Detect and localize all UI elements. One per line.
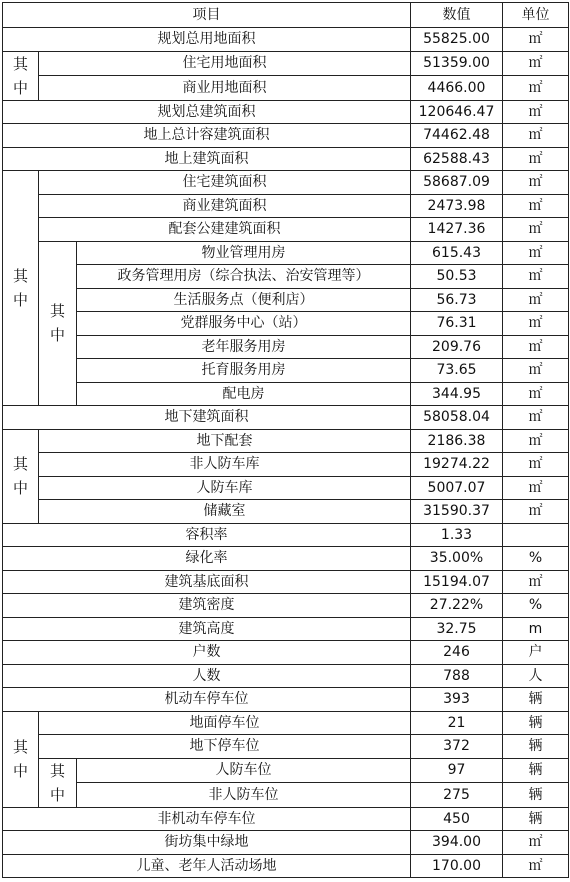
- item-cell[interactable]: 建筑密度: [3, 594, 411, 618]
- qizhong-char: 其: [49, 761, 65, 780]
- qizhong-merged-cell[interactable]: [39, 241, 77, 406]
- value-cell[interactable]: 1427.36: [411, 218, 503, 242]
- table-row: [3, 758, 569, 783]
- value-cell[interactable]: 73.65: [411, 359, 503, 383]
- value-cell[interactable]: 32.75: [411, 617, 503, 641]
- item-cell[interactable]: 人防车位: [77, 758, 411, 783]
- table-row: [3, 312, 569, 336]
- table-row: [3, 594, 569, 618]
- table-row: [3, 523, 569, 547]
- table-row: [3, 28, 569, 52]
- item-cell[interactable]: 生活服务点（便利店）: [77, 288, 411, 312]
- unit-cell[interactable]: ㎡: [503, 335, 569, 359]
- item-cell[interactable]: 非机动车停车位: [3, 807, 411, 831]
- unit-cell[interactable]: ㎡: [503, 241, 569, 265]
- item-cell[interactable]: 地下配套: [39, 429, 411, 453]
- value-cell[interactable]: 97: [411, 758, 503, 783]
- unit-cell[interactable]: ㎡: [503, 831, 569, 855]
- unit-cell[interactable]: 户: [503, 641, 569, 665]
- item-cell[interactable]: 儿童、老年人活动场地: [3, 854, 411, 878]
- item-cell[interactable]: 政务管理用房（综合执法、治安管理等）: [77, 265, 411, 289]
- table-row: [3, 429, 569, 453]
- unit-cell[interactable]: ㎡: [503, 76, 569, 101]
- unit-cell[interactable]: ㎡: [503, 854, 569, 878]
- value-cell[interactable]: 246: [411, 641, 503, 665]
- unit-cell[interactable]: ㎡: [503, 265, 569, 289]
- value-cell[interactable]: 19274.22: [411, 453, 503, 477]
- qizhong-merged-cell[interactable]: [3, 711, 39, 807]
- table-row: [3, 476, 569, 500]
- value-cell[interactable]: 21: [411, 711, 503, 735]
- value-cell[interactable]: 27.22%: [411, 594, 503, 618]
- table-row: [3, 664, 569, 688]
- qizhong-merged-cell[interactable]: [3, 429, 39, 523]
- unit-cell[interactable]: ㎡: [503, 570, 569, 594]
- qizhong-char: 中: [49, 326, 65, 345]
- value-cell[interactable]: 170.00: [411, 854, 503, 878]
- value-cell[interactable]: 50.53: [411, 265, 503, 289]
- value-cell[interactable]: 1.33: [411, 523, 503, 547]
- value-cell[interactable]: 5007.07: [411, 476, 503, 500]
- table-row: [3, 218, 569, 242]
- table-row: [3, 51, 569, 76]
- unit-cell[interactable]: ㎡: [503, 476, 569, 500]
- item-cell[interactable]: 住宅建筑面积: [39, 171, 411, 195]
- value-cell[interactable]: 372: [411, 735, 503, 759]
- unit-cell[interactable]: ㎡: [503, 124, 569, 148]
- unit-cell[interactable]: [503, 523, 569, 547]
- unit-cell[interactable]: ㎡: [503, 429, 569, 453]
- table-row: [3, 406, 569, 430]
- item-cell[interactable]: 地下停车位: [39, 735, 411, 759]
- value-cell[interactable]: 31590.37: [411, 500, 503, 524]
- item-cell[interactable]: 物业管理用房: [77, 241, 411, 265]
- unit-cell[interactable]: ㎡: [503, 359, 569, 383]
- item-cell[interactable]: 商业建筑面积: [39, 194, 411, 218]
- item-cell[interactable]: 地上总计容建筑面积: [3, 124, 411, 148]
- item-cell[interactable]: 配套公建建筑面积: [39, 218, 411, 242]
- item-cell[interactable]: 街坊集中绿地: [3, 831, 411, 855]
- item-cell[interactable]: 规划总用地面积: [3, 28, 411, 52]
- value-cell[interactable]: 275: [411, 783, 503, 808]
- value-cell[interactable]: 55825.00: [411, 28, 503, 52]
- table-row: [3, 265, 569, 289]
- unit-cell[interactable]: %: [503, 547, 569, 571]
- item-cell[interactable]: 地上建筑面积: [3, 147, 411, 171]
- item-cell[interactable]: 机动车停车位: [3, 688, 411, 712]
- value-cell[interactable]: 74462.48: [411, 124, 503, 148]
- value-cell[interactable]: 615.43: [411, 241, 503, 265]
- item-cell[interactable]: 地面停车位: [39, 711, 411, 735]
- qizhong-char: 其: [49, 302, 65, 321]
- item-cell[interactable]: 人防车库: [39, 476, 411, 500]
- unit-cell[interactable]: ㎡: [503, 453, 569, 477]
- item-cell[interactable]: 建筑高度: [3, 617, 411, 641]
- table-row: [3, 382, 569, 406]
- item-cell[interactable]: 住宅用地面积: [39, 51, 411, 76]
- unit-cell[interactable]: 辆: [503, 735, 569, 759]
- qizhong-char: 其: [12, 54, 28, 73]
- qizhong-char: 其: [12, 455, 28, 473]
- value-cell[interactable]: 209.76: [411, 335, 503, 359]
- item-cell[interactable]: 容积率: [3, 523, 411, 547]
- table-row: [3, 783, 569, 808]
- table-row: [3, 735, 569, 759]
- item-cell[interactable]: 规划总建筑面积: [3, 100, 411, 124]
- item-cell[interactable]: 党群服务中心（站）: [77, 312, 411, 336]
- table-row: [3, 147, 569, 171]
- unit-cell[interactable]: m: [503, 617, 569, 641]
- unit-cell[interactable]: ㎡: [503, 194, 569, 218]
- table-row: [3, 854, 569, 878]
- item-cell[interactable]: 建筑基底面积: [3, 570, 411, 594]
- header-item-cell[interactable]: 项目: [3, 3, 411, 28]
- unit-cell[interactable]: 辆: [503, 758, 569, 783]
- qizhong-merged-cell[interactable]: [3, 51, 39, 100]
- item-cell[interactable]: 地下建筑面积: [3, 406, 411, 430]
- value-cell[interactable]: 344.95: [411, 382, 503, 406]
- item-cell[interactable]: 非人防车库: [39, 453, 411, 477]
- table-row: [3, 335, 569, 359]
- table-row: [3, 100, 569, 124]
- header-unit-cell[interactable]: 单位: [503, 3, 569, 28]
- header-row: [3, 3, 569, 28]
- indicator-table: [2, 2, 569, 878]
- unit-cell[interactable]: 辆: [503, 807, 569, 831]
- item-cell[interactable]: 老年服务用房: [77, 335, 411, 359]
- qizhong-merged-cell[interactable]: [3, 171, 39, 406]
- table-row: [3, 617, 569, 641]
- unit-cell[interactable]: 辆: [503, 688, 569, 712]
- header-value-cell[interactable]: 数值: [411, 3, 503, 28]
- table-row: [3, 688, 569, 712]
- value-cell[interactable]: 15194.07: [411, 570, 503, 594]
- unit-cell[interactable]: ㎡: [503, 312, 569, 336]
- table-row: [3, 453, 569, 477]
- qizhong-char: 中: [12, 479, 28, 497]
- unit-cell[interactable]: ㎡: [503, 500, 569, 524]
- unit-cell[interactable]: 辆: [503, 783, 569, 808]
- value-cell[interactable]: 56.73: [411, 288, 503, 312]
- item-cell[interactable]: 人数: [3, 664, 411, 688]
- unit-cell[interactable]: ㎡: [503, 171, 569, 195]
- table-row: [3, 807, 569, 831]
- table-row: [3, 831, 569, 855]
- unit-cell[interactable]: ㎡: [503, 28, 569, 52]
- table-row: [3, 547, 569, 571]
- value-cell[interactable]: 58687.09: [411, 171, 503, 195]
- value-cell[interactable]: 58058.04: [411, 406, 503, 430]
- table-row: [3, 194, 569, 218]
- unit-cell[interactable]: ㎡: [503, 218, 569, 242]
- value-cell[interactable]: 393: [411, 688, 503, 712]
- item-cell[interactable]: 商业用地面积: [39, 76, 411, 101]
- qizhong-char: 其: [12, 738, 28, 756]
- value-cell[interactable]: 120646.47: [411, 100, 503, 124]
- item-cell[interactable]: 储藏室: [39, 500, 411, 524]
- unit-cell[interactable]: ㎡: [503, 100, 569, 124]
- value-cell[interactable]: 2186.38: [411, 429, 503, 453]
- table-row: [3, 359, 569, 383]
- value-cell[interactable]: 35.00%: [411, 547, 503, 571]
- value-cell[interactable]: 51359.00: [411, 51, 503, 76]
- table-row: [3, 288, 569, 312]
- table-row: [3, 241, 569, 265]
- table-row: [3, 570, 569, 594]
- item-cell[interactable]: 绿化率: [3, 547, 411, 571]
- qizhong-char: 中: [12, 762, 28, 780]
- value-cell[interactable]: 4466.00: [411, 76, 503, 101]
- qizhong-char: 中: [12, 291, 28, 309]
- item-cell[interactable]: 户数: [3, 641, 411, 665]
- table-row: [3, 171, 569, 195]
- unit-cell[interactable]: 辆: [503, 711, 569, 735]
- unit-cell[interactable]: ㎡: [503, 288, 569, 312]
- unit-cell[interactable]: ㎡: [503, 51, 569, 76]
- item-cell[interactable]: 非人防车位: [77, 783, 411, 808]
- qizhong-char: 中: [12, 78, 28, 97]
- qizhong-merged-cell[interactable]: [39, 758, 77, 807]
- item-cell[interactable]: 托育服务用房: [77, 359, 411, 383]
- table-row: [3, 124, 569, 148]
- table-row: [3, 711, 569, 735]
- unit-cell[interactable]: ㎡: [503, 406, 569, 430]
- item-cell[interactable]: 配电房: [77, 382, 411, 406]
- unit-cell[interactable]: ㎡: [503, 382, 569, 406]
- table-row: [3, 76, 569, 101]
- unit-cell[interactable]: %: [503, 594, 569, 618]
- value-cell[interactable]: 394.00: [411, 831, 503, 855]
- value-cell[interactable]: 62588.43: [411, 147, 503, 171]
- qizhong-char: 中: [49, 785, 65, 804]
- value-cell[interactable]: 2473.98: [411, 194, 503, 218]
- unit-cell[interactable]: 人: [503, 664, 569, 688]
- value-cell[interactable]: 788: [411, 664, 503, 688]
- table-row: [3, 641, 569, 665]
- table-row: [3, 500, 569, 524]
- qizhong-char: 其: [12, 267, 28, 285]
- unit-cell[interactable]: ㎡: [503, 147, 569, 171]
- value-cell[interactable]: 76.31: [411, 312, 503, 336]
- value-cell[interactable]: 450: [411, 807, 503, 831]
